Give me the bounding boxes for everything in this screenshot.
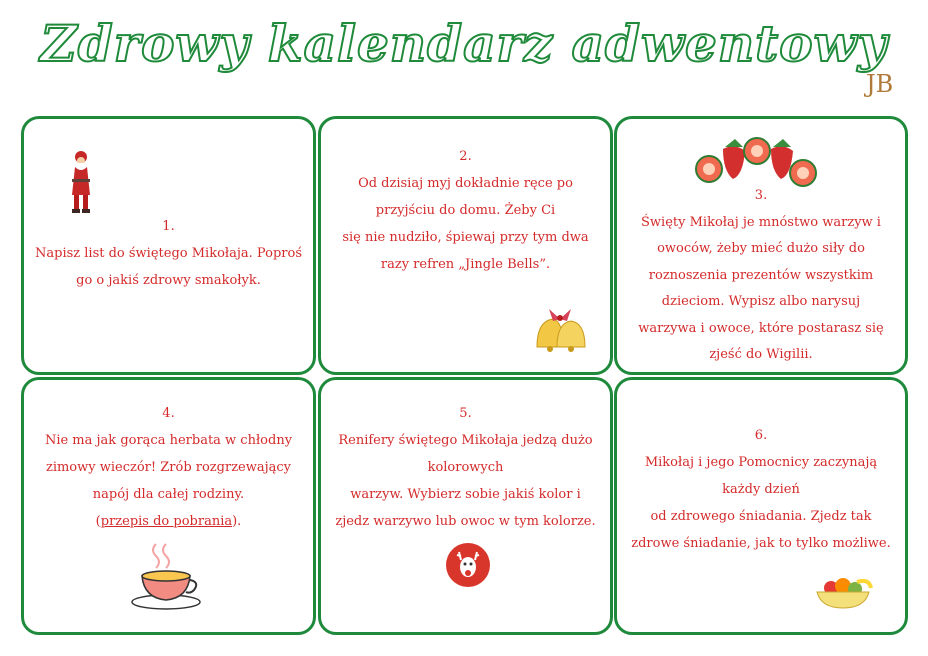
card-4-text xyxy=(24,400,313,535)
card-6-number: 6. xyxy=(754,428,768,443)
card-2-line: razy refren „Jingle Bells”. xyxy=(380,257,551,272)
card-6-line: Mikołaj i jego Pomocnicy zaczynają xyxy=(644,455,878,470)
card-3-line: warzywa i owoce, które postarasz się xyxy=(638,320,884,336)
card-3-line: dzieciom. Wypisz albo narysuj xyxy=(661,294,861,309)
card-5-line: Renifery świętego Mikołaja jedzą dużo xyxy=(338,433,593,448)
fruit-bowl-icon xyxy=(813,574,873,612)
card-3-number: 3. xyxy=(754,188,768,203)
card-3-line: zjeść do Wigilii. xyxy=(709,347,813,362)
bells-icon xyxy=(529,303,591,355)
tea-cup-icon xyxy=(128,540,204,612)
card-4-number: 4. xyxy=(162,406,175,421)
card-5 xyxy=(318,377,613,635)
card-1 xyxy=(21,116,316,375)
recipe-download-link[interactable]: przepis do pobrania xyxy=(100,514,233,529)
card-2-number: 2. xyxy=(459,149,472,164)
card-3-line: owoców, żeby mieć dużo siły do xyxy=(657,241,865,256)
card-6-line: każdy dzień xyxy=(722,482,800,497)
card-4-line: napój dla całej rodziny. xyxy=(92,487,245,502)
card-1-text xyxy=(24,213,313,294)
card-3-line: Święty Mikołaj je mnóstwo warzyw i xyxy=(641,214,881,230)
card-4 xyxy=(21,377,316,635)
card-6 xyxy=(614,377,908,635)
reindeer-icon xyxy=(445,542,491,588)
card-5-line: zjedz warzywo lub owoc w tym kolorze. xyxy=(335,514,596,529)
card-5-line: warzyw. Wybierz sobie jakiś kolor i xyxy=(350,487,581,502)
card-2-line: Od dzisiaj myj dokładnie ręce po xyxy=(358,176,573,191)
card-5-text xyxy=(321,400,610,535)
card-1-number: 1. xyxy=(162,219,175,234)
card-4-line: zimowy wieczór! Zrób rozgrzewający xyxy=(45,460,292,475)
card-5-number: 5. xyxy=(459,406,472,421)
card-5-line: kolorowych xyxy=(427,460,504,475)
card-2 xyxy=(318,116,613,375)
card-3 xyxy=(614,116,908,375)
page-title: Zdrowy kalendarz adwentowy xyxy=(40,14,888,73)
fruit-icon xyxy=(693,131,821,189)
card-2-line: się nie nudziło, śpiewaj przy tym dwa xyxy=(342,230,589,245)
santa-icon xyxy=(66,149,96,219)
card-2-text xyxy=(321,143,610,278)
card-3-text xyxy=(617,183,905,369)
card-1-line: Napisz list do świętego Mikołaja. Poproś xyxy=(35,246,302,261)
card-6-text xyxy=(617,422,905,557)
card-3-line: roznoszenia prezentów wszystkim xyxy=(648,267,874,283)
card-2-line: przyjściu do domu. Żeby Ci xyxy=(375,203,556,218)
card-4-link-line: (przepis do pobrania). xyxy=(95,514,242,529)
card-1-line: go o jakiś zdrowy smakołyk. xyxy=(76,273,261,288)
author-initials: JB xyxy=(866,70,894,98)
card-6-line: zdrowe śniadanie, jak to tylko możliwe. xyxy=(631,536,891,551)
card-6-line: od zdrowego śniadania. Zjedz tak xyxy=(650,509,872,524)
card-4-line: Nie ma jak gorąca herbata w chłodny xyxy=(44,433,293,448)
